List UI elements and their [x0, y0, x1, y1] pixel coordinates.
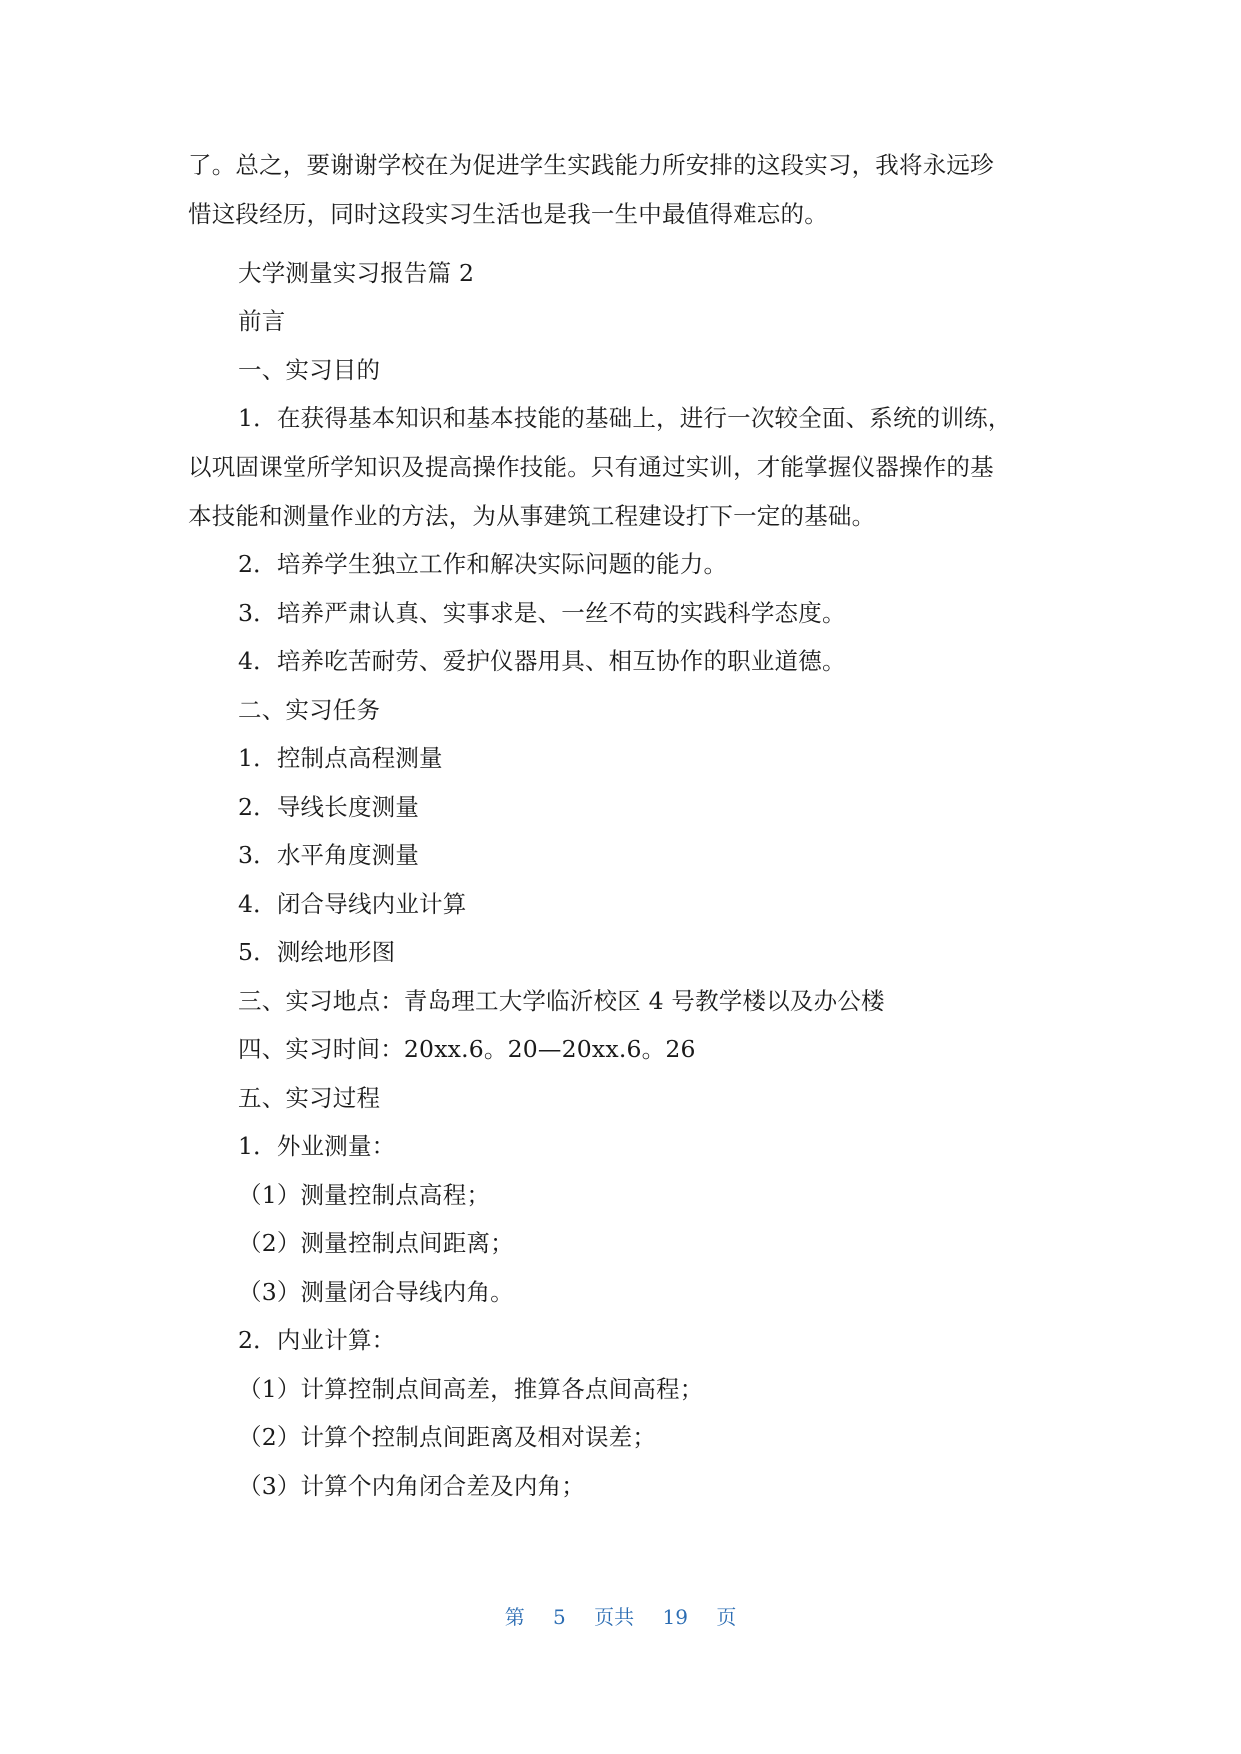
list-item: 2．导线长度测量 — [238, 793, 420, 821]
text-line: 本技能和测量作业的方法，为从事建筑工程建设打下一定的基础。 — [188, 502, 876, 530]
list-item: 1．外业测量： — [238, 1132, 396, 1160]
section-heading: 四、实习时间：20xx.6。20—20xx.6。26 — [238, 1035, 696, 1063]
section-heading: 大学测量实习报告篇 2 — [238, 259, 475, 287]
list-item: （1）计算控制点间高差，推算各点间高程； — [238, 1375, 704, 1403]
text-line: 1．在获得基本知识和基本技能的基础上，进行一次较全面、系统的训练， — [238, 404, 1012, 432]
list-item: 2．培养学生独立工作和解决实际问题的能力。 — [238, 550, 728, 578]
list-item: （3）计算个内角闭合差及内角； — [238, 1472, 585, 1500]
current-page-number: 5 — [553, 1605, 566, 1629]
list-item: （3）测量闭合导线内角。 — [238, 1278, 514, 1306]
section-heading: 五、实习过程 — [238, 1084, 381, 1112]
section-heading: 二、实习任务 — [238, 696, 381, 724]
total-pages-number: 19 — [662, 1605, 688, 1629]
list-item: （2）测量控制点间距离； — [238, 1229, 514, 1257]
list-item: 3．水平角度测量 — [238, 841, 420, 869]
page-label-prefix: 第 — [504, 1605, 525, 1629]
list-item: 4．闭合导线内业计算 — [238, 890, 467, 918]
list-item: 3．培养严肃认真、实事求是、一丝不苟的实践科学态度。 — [238, 599, 846, 627]
text-line: 了。总之，要谢谢学校在为促进学生实践能力所安排的这段实习，我将永远珍 — [188, 151, 994, 179]
page-label-mid: 页共 — [594, 1605, 635, 1629]
section-heading: 三、实习地点：青岛理工大学临沂校区 4 号教学楼以及办公楼 — [238, 987, 885, 1015]
list-item: 2．内业计算： — [238, 1326, 396, 1354]
section-heading: 前言 — [238, 307, 286, 335]
list-item: 4．培养吃苦耐劳、爱护仪器用具、相互协作的职业道德。 — [238, 647, 846, 675]
list-item: 1．控制点高程测量 — [238, 744, 443, 772]
text-line: 以巩固课堂所学知识及提高操作技能。只有通过实训，才能掌握仪器操作的基 — [188, 453, 994, 481]
section-heading: 一、实习目的 — [238, 356, 381, 384]
list-item: （1）测量控制点高程； — [238, 1181, 491, 1209]
page-footer — [0, 1604, 1241, 1630]
page-label-suffix: 页 — [716, 1605, 737, 1629]
list-item: 5．测绘地形图 — [238, 938, 396, 966]
list-item: （2）计算个控制点间距离及相对误差； — [238, 1423, 657, 1451]
text-line: 惜这段经历，同时这段实习生活也是我一生中最值得难忘的。 — [188, 200, 828, 228]
